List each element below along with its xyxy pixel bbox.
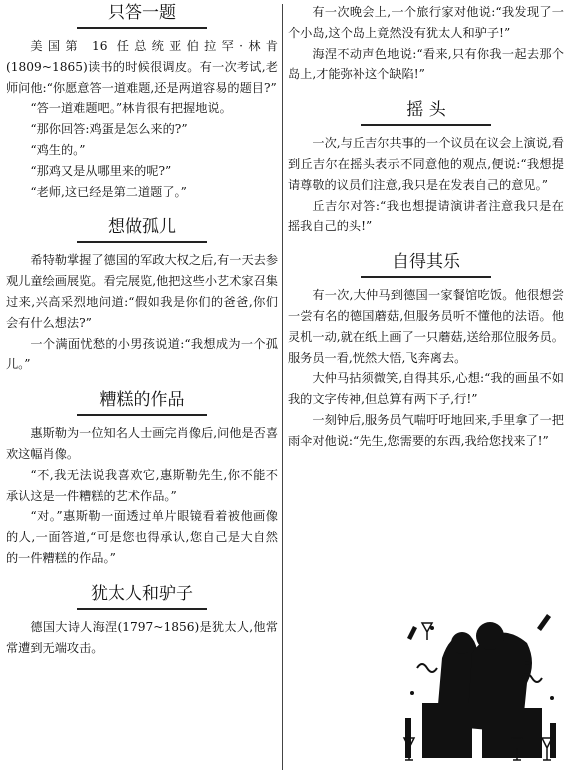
article-paragraph: 惠斯勒为一位知名人士画完肖像后,问他是否喜欢这幅肖像。 xyxy=(6,426,279,461)
article-title: 摇 头 xyxy=(361,99,491,126)
article-paragraph: 有一次晚会上,一个旅行家对他说:“我发现了一个小岛,这个岛上竟然没有犹太人和驴子!” xyxy=(288,5,564,40)
article-paragraph: 一次,与丘吉尔共事的一个议员在议会上演说,看到丘吉尔在摇头表示不同意他的观点,便说:“我想提请尊敬的议员们注意,我只是在发表自己的意见。” xyxy=(288,136,564,192)
article-paragraph: 海涅不动声色地说:“看来,只有你我一起去那个岛上,才能弥补这个缺陷!” xyxy=(288,46,564,82)
article-paragraph: “对。”惠斯勒一面透过单片眼镜看着被他画像的人,一面答道,“可是您也得承认,您自己是大自然的一件糟糕的作品。” xyxy=(6,509,278,565)
right-column xyxy=(288,0,564,452)
article-paragraph: “鸡生的。” xyxy=(30,142,86,157)
article-paragraph: 丘吉尔对答:“我也想提请演讲者注意我只是在摇我自己的头!” xyxy=(288,198,564,234)
article-paragraph: “答一道难题吧。”林肯很有把握地说。 xyxy=(30,101,232,116)
article-section xyxy=(288,2,564,85)
article-title: 自得其乐 xyxy=(361,251,491,278)
column-divider xyxy=(282,4,283,770)
article-title: 犹太人和驴子 xyxy=(77,583,207,610)
article-paragraph: 德国大诗人海涅(1797~1856)是犹太人,他常常遭到无端攻击。 xyxy=(6,619,278,655)
article-paragraph: 有一次,大仲马到德国一家餐馆吃饭。他很想尝一尝有名的德国蘑菇,但服务员听不懂他的法语。他灵机一动,就在纸上画了一只蘑菇,送给那位服务员。服务员一看,恍然大悟,飞奔离去。 xyxy=(288,288,564,365)
article-section xyxy=(6,583,278,659)
dinner-party-illustration xyxy=(402,598,562,773)
article-section xyxy=(288,251,564,451)
article-paragraph: 希特勒掌握了德国的军政大权之后,有一天去参观儿童绘画展览。看完展览,他把这些小艺术家召集过来,兴高采烈地问道:“假如我是你们的爸爸,你们会有什么想法?” xyxy=(6,253,279,330)
article-paragraph: “老师,这已经是第二道题了。” xyxy=(30,184,187,199)
article-paragraph: 一刻钟后,服务员气喘吁吁地回来,手里拿了一把雨伞对他说:“先生,您需要的东西,我给您找来了!” xyxy=(288,412,564,448)
article-paragraph: 一个满面忧愁的小男孩说道:“我想成为一个孤儿。” xyxy=(6,336,278,372)
article-section xyxy=(6,2,278,202)
article-paragraph: “那鸡又是从哪里来的呢?” xyxy=(30,163,172,178)
article-section xyxy=(6,216,278,375)
article-title: 糟糕的作品 xyxy=(77,389,207,416)
article-paragraph: “不,我无法说我喜欢它,惠斯勒先生,你不能不承认这是一件糟糕的艺术作品。” xyxy=(6,467,278,503)
article-paragraph: 大仲马拈须微笑,自得其乐,心想:“我的画虽不如我的文字传神,但总算有两下子,行!” xyxy=(288,371,564,407)
article-title: 想做孤儿 xyxy=(77,216,207,243)
article-title: 只答一题 xyxy=(77,2,207,29)
article-section xyxy=(6,389,278,569)
article-section xyxy=(288,99,564,237)
article-paragraph: 美国第 16 任总统亚伯拉罕·林肯(1809~1865)读书的时候很调皮。有一次考试,老师问他:“你愿意答一道难题,还是两道容易的题目?” xyxy=(6,39,278,95)
article-paragraph: “那你回答:鸡蛋是怎么来的?” xyxy=(30,122,188,137)
left-column xyxy=(6,0,278,658)
